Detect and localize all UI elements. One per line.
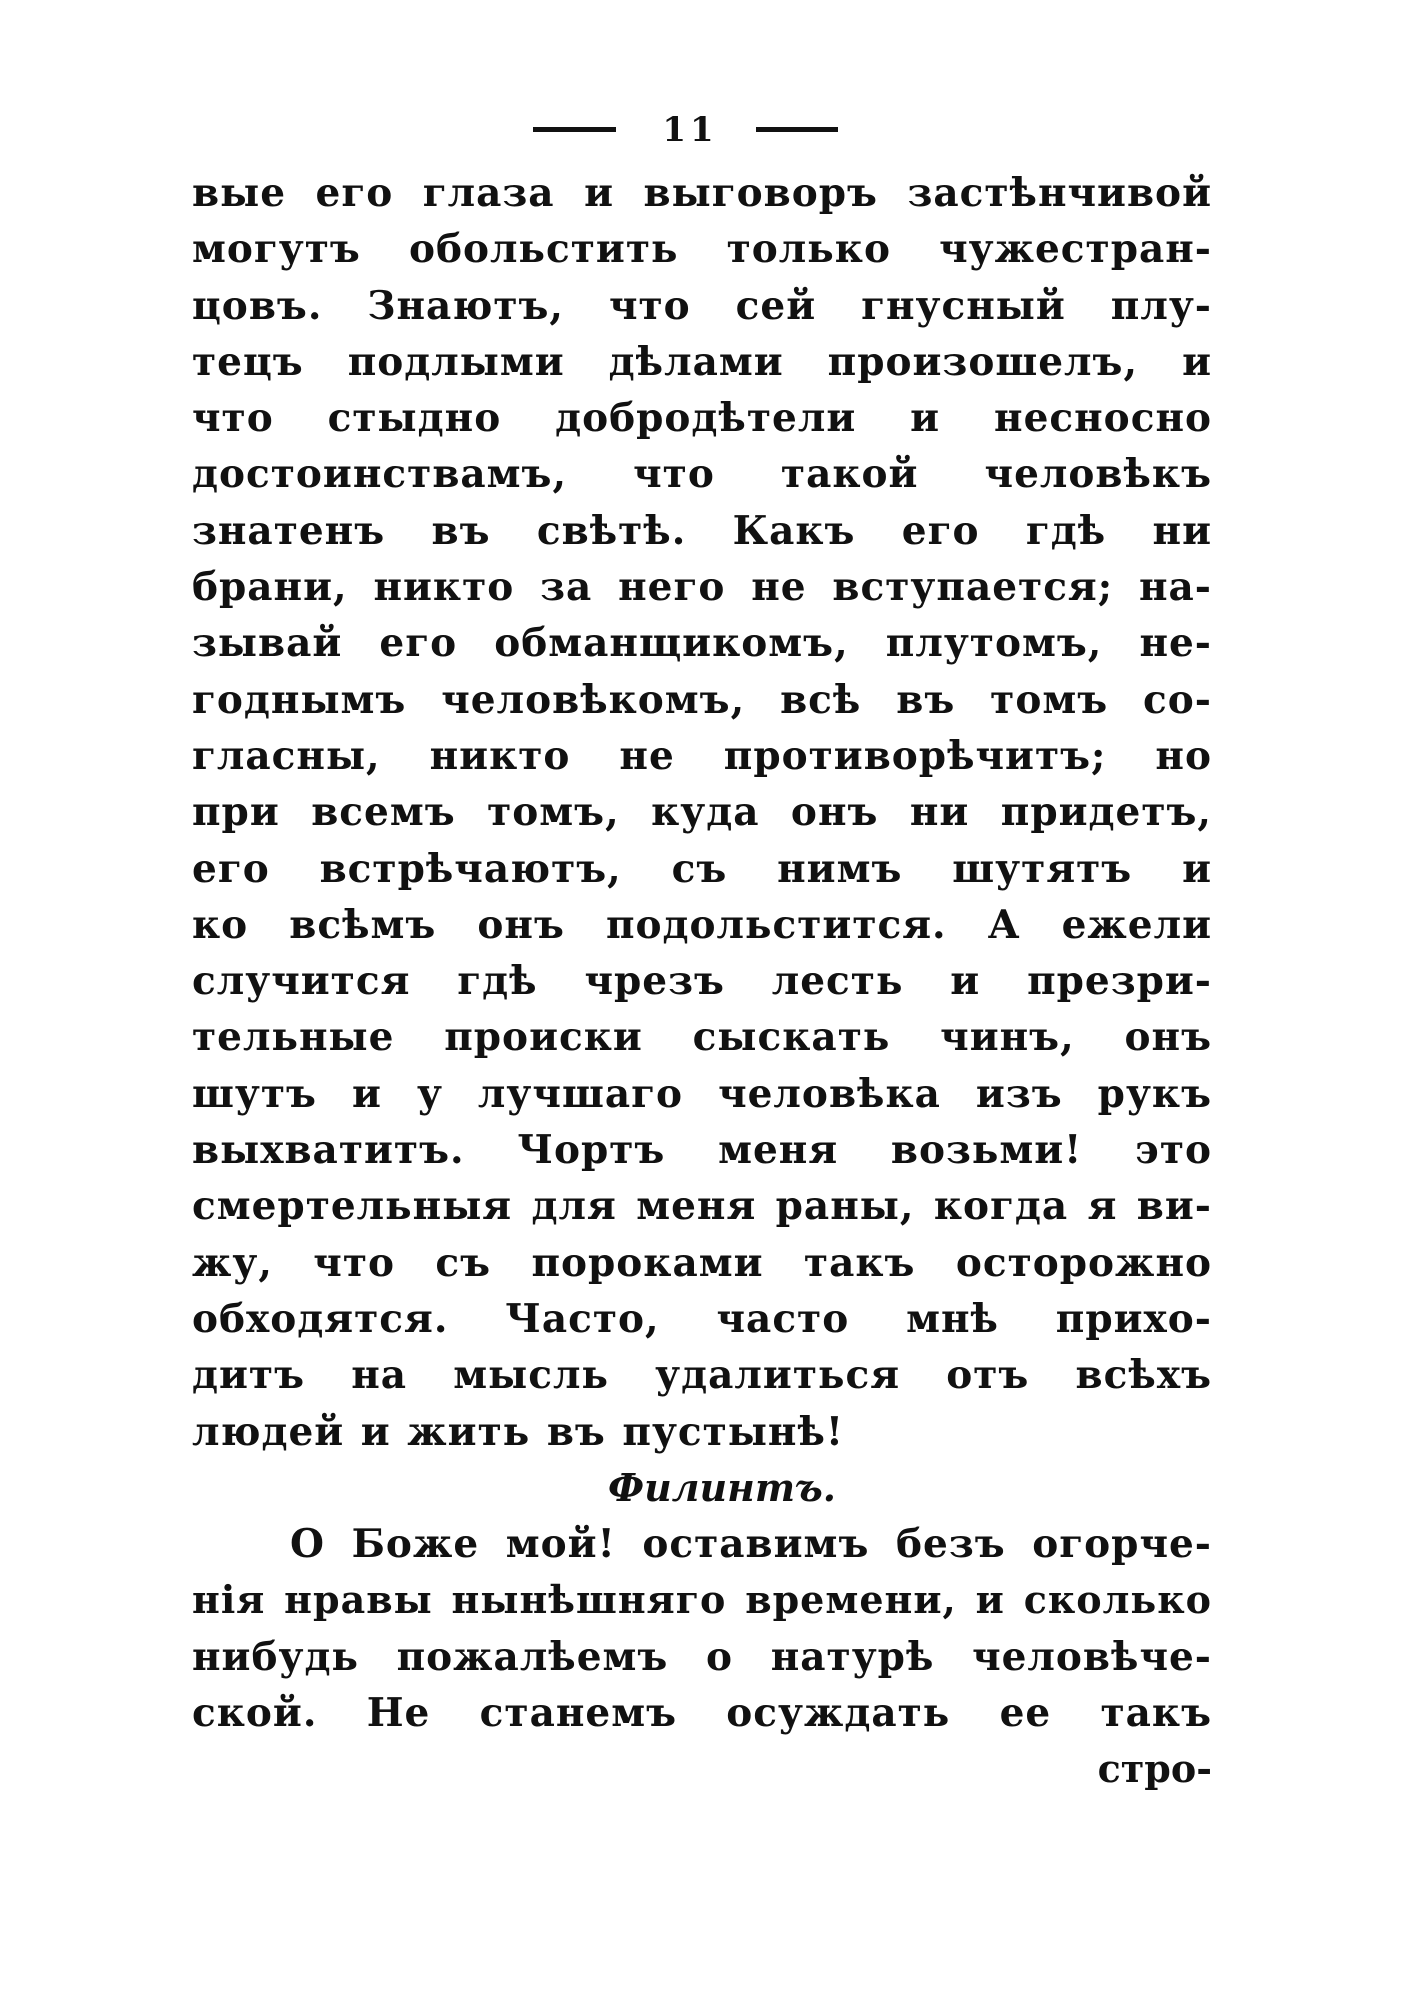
header-rule-right: [756, 127, 838, 132]
text-line: ко всѣмъ онъ подольстится. А ежели: [192, 901, 1212, 948]
speaker-name: Филинтъ.: [608, 1464, 836, 1510]
text-line: ской. Не станемъ осуждать ее такъ: [192, 1690, 1212, 1737]
text-line: гласны, никто не противорѣчитъ; но: [192, 732, 1212, 779]
text-line: брани, никто за него не вступается; на-: [192, 564, 1212, 611]
page-header: [0, 110, 1404, 158]
text-line: зывай его обманщикомъ, плутомъ, не-: [192, 620, 1212, 667]
text-line: достоинствамъ, что такой человѣкъ: [192, 451, 1212, 498]
text-line: годнымъ человѣкомъ, всѣ въ томъ со-: [192, 676, 1212, 723]
text-line: могутъ обольстить только чужестран-: [192, 226, 1212, 273]
passage-second: [192, 1516, 1212, 1741]
text-line: что стыдно добродѣтели и несносно: [192, 395, 1212, 442]
text-line: дитъ на мысль удалиться отъ всѣхъ: [192, 1352, 1212, 1399]
text-line: при всемъ томъ, куда онъ ни придетъ,: [192, 789, 1212, 836]
text-line: обходятся. Часто, часто мнѣ прихо-: [192, 1295, 1212, 1342]
text-line: О Боже мой! оставимъ безъ огорче-: [290, 1521, 1212, 1568]
passage-first: [192, 165, 1212, 1460]
text-line: нія нравы нынѣшняго времени, и сколько: [192, 1577, 1212, 1623]
text-line: шутъ и у лучшаго человѣка изъ рукъ: [192, 1070, 1212, 1117]
text-line: его встрѣчаютъ, съ нимъ шутятъ и: [192, 845, 1212, 892]
text-line: выхватитъ. Чортъ меня возьми! это: [192, 1127, 1212, 1174]
text-line: вые его глаза и выговоръ застѣнчивой: [192, 170, 1212, 216]
text-block: [192, 165, 1212, 1798]
text-line: жу, что съ пороками такъ осторожно: [192, 1239, 1212, 1286]
text-line: знатенъ въ свѣтѣ. Какъ его гдѣ ни: [192, 507, 1212, 554]
text-line: цовъ. Знаютъ, что сей гнусный плу-: [192, 282, 1212, 329]
text-line: людей и жить въ пустынѣ!: [192, 1408, 845, 1455]
text-line: тецъ подлыми дѣлами произошелъ, и: [192, 338, 1212, 385]
text-line: смертельныя для меня раны, когда я ви-: [192, 1183, 1212, 1230]
text-line: нибудь пожалѣемъ о натурѣ человѣче-: [192, 1633, 1212, 1680]
page-number: 11: [662, 110, 718, 150]
text-line: тельные происки сыскать чинъ, онъ: [192, 1014, 1212, 1061]
text-line: случится гдѣ чрезъ лесть и презри-: [192, 958, 1212, 1005]
header-rule-left: [533, 127, 616, 132]
catchword: стро-: [1097, 1746, 1212, 1792]
